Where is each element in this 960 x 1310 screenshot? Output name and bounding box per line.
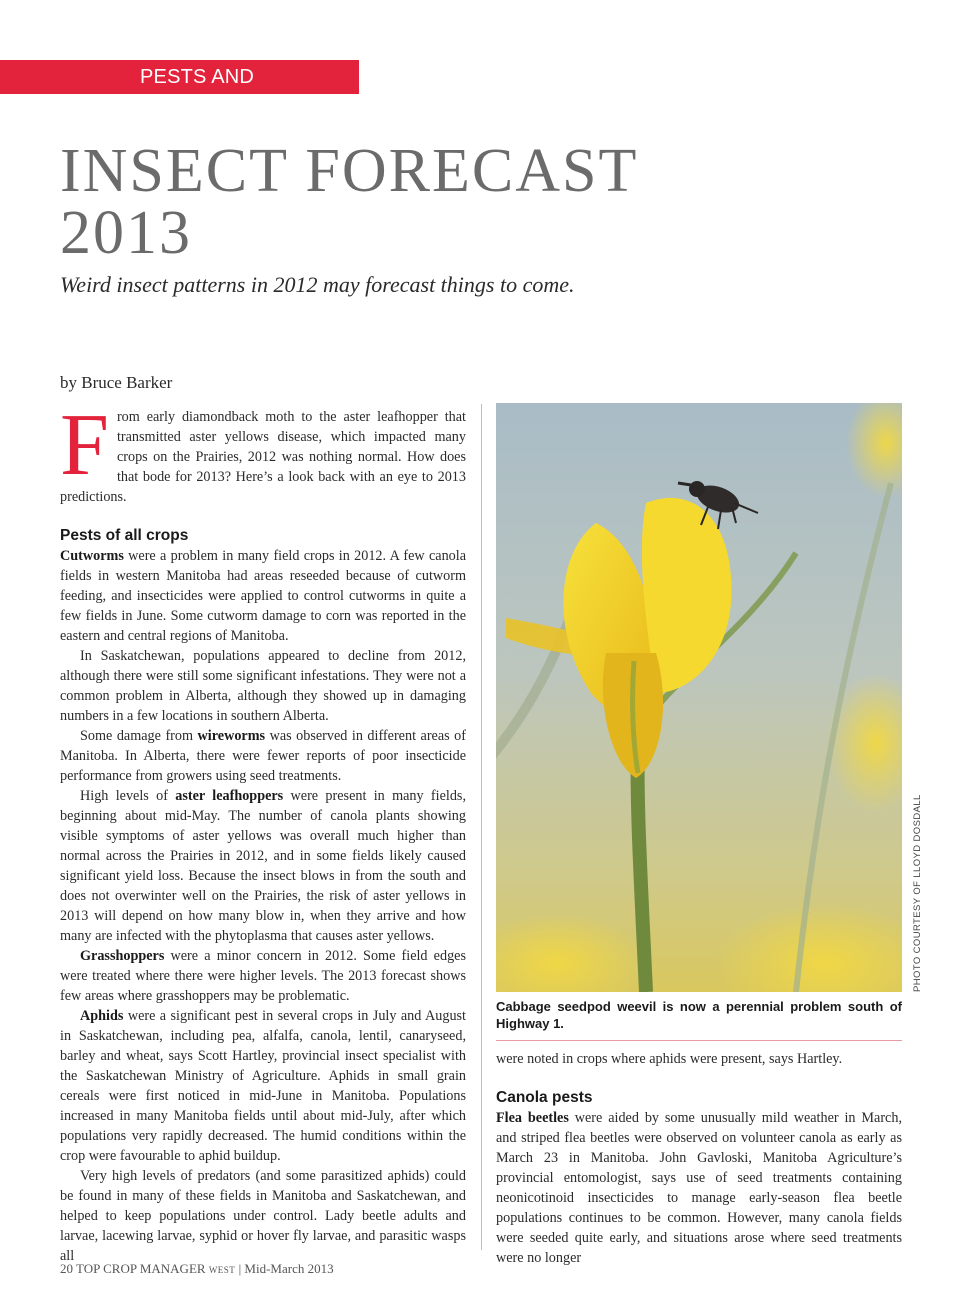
- magazine-name: TOP CROP MANAGER: [76, 1261, 206, 1276]
- intro-paragraph: [60, 397, 466, 507]
- paragraph-leafhoppers: [60, 786, 466, 946]
- pest-name-cutworms: Cutworms: [60, 548, 124, 564]
- canola-flower-photo: [496, 403, 902, 992]
- caption-divider: [496, 1040, 902, 1041]
- photo-caption: Cabbage seedpod weevil is now a perennial problem south of Highway 1.: [496, 999, 902, 1031]
- section-heading-canola-pests: Canola pests: [496, 1089, 593, 1106]
- paragraph-text: were a problem in many field crops in 2012. A few canola fields in western Manitoba had areas reseeded because of cutworm feeding, and insecticides were applied to control cutworms in quite a few fields in June. Some cutworm damage to corn was reported in the eastern and central regions of Manitoba.: [60, 548, 466, 644]
- pest-name-aphids: Aphids: [80, 1008, 124, 1024]
- page-footer: [60, 1261, 334, 1277]
- paragraph-text: were present in many fields, beginning about mid-May. The number of canola plants showing visible symptoms of aster yellows was overall much higher than normal across the Prairies in 2012, and in some fields likely caused significant yield loss. Because the insect blows in from the south and does not overwinter well on the Prairies, the risk of aster yellows in 2013 will depend on how many blow in, when they arrive and how many are infected with the phytoplasma that causes aster yellows.: [60, 788, 466, 944]
- paragraph-text: were a minor concern in 2012. Some field edges were treated where there were higher levels. The 2013 forecast shows few areas where grasshoppers may be problematic.: [60, 948, 466, 1004]
- section-banner-text: [140, 60, 359, 128]
- paragraph-text: were aided by some unusually mild weather in March, and striped flea beetles were observed on volunteer canola as early as March 23 in Manitoba. John Gavloski, Manitoba Agriculture’s provincial entomologist, says use of seed treatments containing neonicotinoid insecticides to manage early-season flea beetle populations continues to be common. However, many canola fields were seeded quite early, and situations arose where seed treatments were no longer: [496, 1110, 902, 1266]
- pest-name-wireworms: wireworms: [197, 728, 266, 744]
- pest-name-grasshoppers: Grasshoppers: [80, 948, 165, 964]
- left-column: [60, 397, 466, 1266]
- byline: by Bruce Barker: [60, 373, 173, 392]
- paragraph-wireworms: [60, 726, 466, 786]
- pest-name-flea-beetles: Flea beetles: [496, 1110, 569, 1126]
- footer-separator: |: [238, 1261, 242, 1276]
- drop-cap: F: [60, 397, 109, 494]
- paragraph-predators: Very high levels of predators (and some parasitized aphids) could be found in many of these fields in Manitoba and Saskatchewan, and helped to keep populations under control. Lady beetle adults and larvae, lacewing larvae, syphid or hover fly larvae, and parasitic wasps all: [60, 1168, 466, 1264]
- paragraph-aphids: [60, 1006, 466, 1166]
- magazine-edition: WEST: [208, 1265, 236, 1275]
- pest-name-aster-leafhoppers: aster leafhoppers: [175, 788, 284, 804]
- paragraph-text: was observed in different areas of Manitoba. In Alberta, there were fewer reports of poor insecticide performance from growers using seed treatments.: [60, 728, 466, 784]
- title-line-1: INSECT FORECAST: [60, 137, 639, 205]
- section-heading-all-crops: Pests of all crops: [60, 527, 189, 544]
- title-line-2: 2013: [60, 199, 192, 267]
- paragraph-grasshoppers: [60, 946, 466, 1006]
- intro-text: rom early diamondback moth to the aster leafhopper that transmitted aster yellows disease, which impacted many crops on the Prairies, 2012 was nothing normal. How does that bode for 2013? Here’s a look back with an eye to 2013 predictions.: [60, 409, 466, 505]
- continuation-paragraph: were noted in crops where aphids were present, says Hartley.: [496, 1051, 843, 1067]
- issue-date: Mid-March 2013: [244, 1261, 334, 1276]
- section-banner: [0, 60, 359, 122]
- section-banner-bold: DISEASES: [140, 100, 243, 122]
- paragraph-text: Some damage from: [80, 728, 198, 744]
- paragraph-saskatchewan: In Saskatchewan, populations appeared to decline from 2012, although there were still some significant infestations. They were not a common problem in Alberta, although they showed up in damaging numbers in a few locations in southern Alberta.: [60, 648, 466, 724]
- photo-credit: PHOTO COURTESY OF LLOYD DOSDALL: [912, 794, 923, 992]
- right-column: [496, 1049, 902, 1268]
- article-subtitle: Weird insect patterns in 2012 may forecast things to come.: [60, 272, 575, 297]
- column-divider: [481, 404, 482, 1250]
- paragraph-flea-beetles: [496, 1108, 902, 1268]
- article-title: [60, 137, 639, 267]
- section-banner-light: PESTS AND: [140, 66, 255, 88]
- paragraph-text: High levels of: [80, 788, 176, 804]
- paragraph-text: were a significant pest in several crops in July and August in Saskatchewan, including pea, alfalfa, canola, lentil, canaryseed, barley and wheat, says Scott Hartley, provincial insect specialist with the Saskatchewan Ministry of Agriculture. Aphids in small grain cereals were first noticed in mid-June in Manitoba. Populations increased in many Manitoba fields until about mid-July, after which populations very rapidly decreased. The humid conditions within the crop were favourable to aphid buildup.: [60, 1008, 466, 1164]
- page-number: 20: [60, 1261, 73, 1276]
- paragraph-cutworms: [60, 546, 466, 646]
- photo-illustration: [496, 403, 902, 992]
